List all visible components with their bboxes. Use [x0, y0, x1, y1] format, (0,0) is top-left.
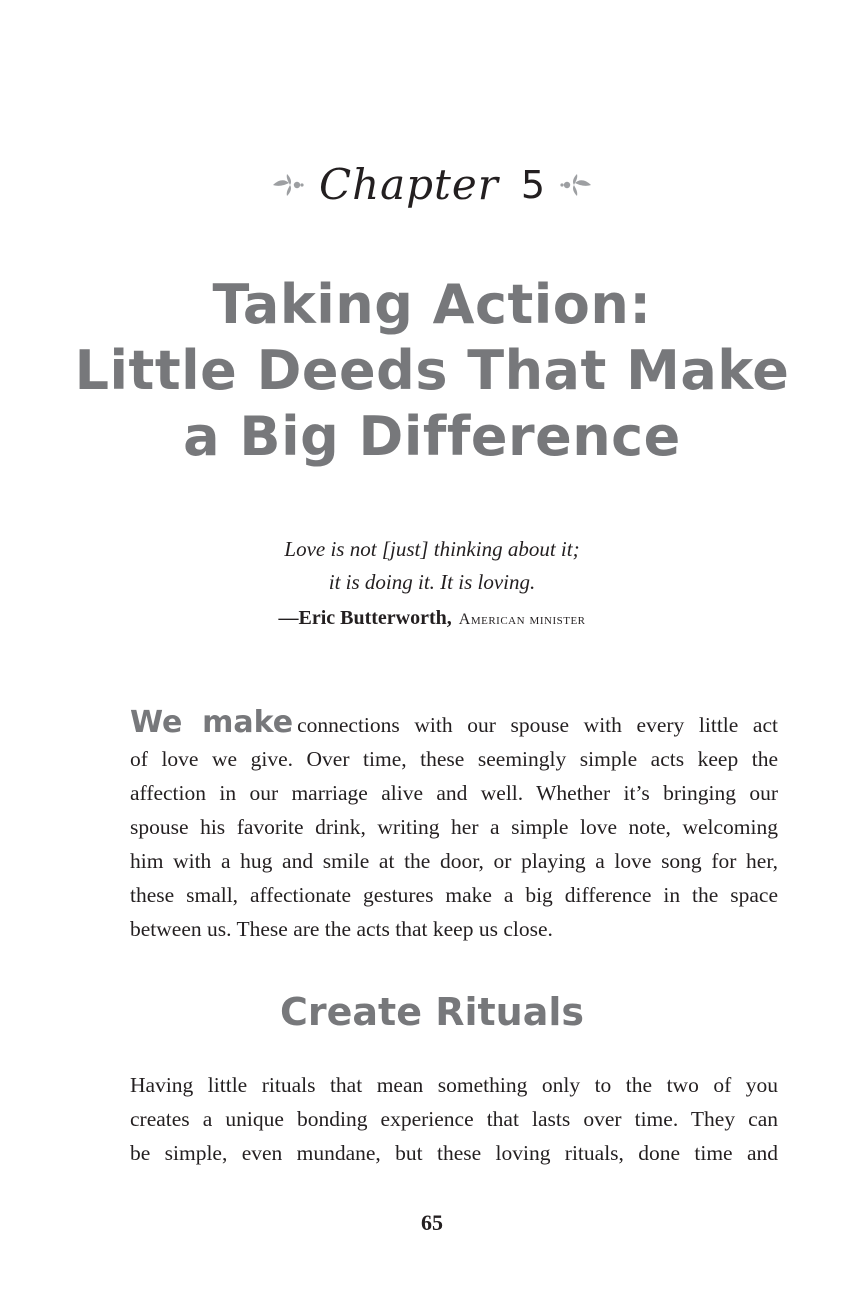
chapter-label: Chapter: [318, 160, 499, 209]
chapter-number: 5: [520, 162, 546, 207]
epigraph-quote-line: Love is not [just] thinking about it;: [284, 537, 580, 561]
epigraph-quote-line: it is doing it. It is loving.: [328, 570, 536, 594]
chapter-title: [0, 272, 864, 470]
body-paragraph: [130, 1068, 778, 1170]
paragraph-line: him with a hug and smile at the door, or playing a love song for her,: [130, 849, 778, 873]
paragraph-line-text: connections with our spouse with every little act: [297, 713, 778, 737]
epigraph-author-role: American minister: [458, 611, 586, 628]
paragraph-line: creates a unique bonding experience that lasts over time. They can: [130, 1107, 778, 1131]
paragraph-line: these small, affectionate gestures make a big difference in the space: [130, 883, 778, 907]
paragraph-line: of love we give. Over time, these seemingly simple acts keep the: [130, 747, 778, 771]
chapter-title-line: Taking Action:: [212, 273, 652, 336]
paragraph-line: between us. These are the acts that keep us close.: [130, 917, 553, 941]
paragraph-line: [130, 706, 778, 742]
paragraph-line: Having little rituals that mean something only to the two of you: [130, 1073, 778, 1097]
paragraph-line: be simple, even mundane, but these loving rituals, done time and: [130, 1141, 778, 1165]
chapter-title-line: a Big Difference: [183, 405, 681, 468]
flourish-right-icon: [559, 168, 593, 202]
paragraph-line: spouse his favorite drink, writing her a simple love note, welcoming: [130, 815, 778, 839]
epigraph-author: —Eric Butterworth,: [278, 607, 452, 629]
chapter-heading: [0, 160, 864, 209]
page-number: 65: [421, 1210, 443, 1235]
epigraph: [0, 533, 864, 630]
body-paragraph: [130, 706, 778, 946]
flourish-left-icon: [271, 168, 305, 202]
chapter-title-line: Little Deeds That Make: [74, 339, 790, 402]
paragraph-line: affection in our marriage alive and well. Whether it’s bringing our: [130, 781, 778, 805]
epigraph-attribution: [0, 607, 864, 630]
lead-in-text: We make: [130, 705, 294, 740]
section-heading: Create Rituals: [280, 990, 584, 1034]
